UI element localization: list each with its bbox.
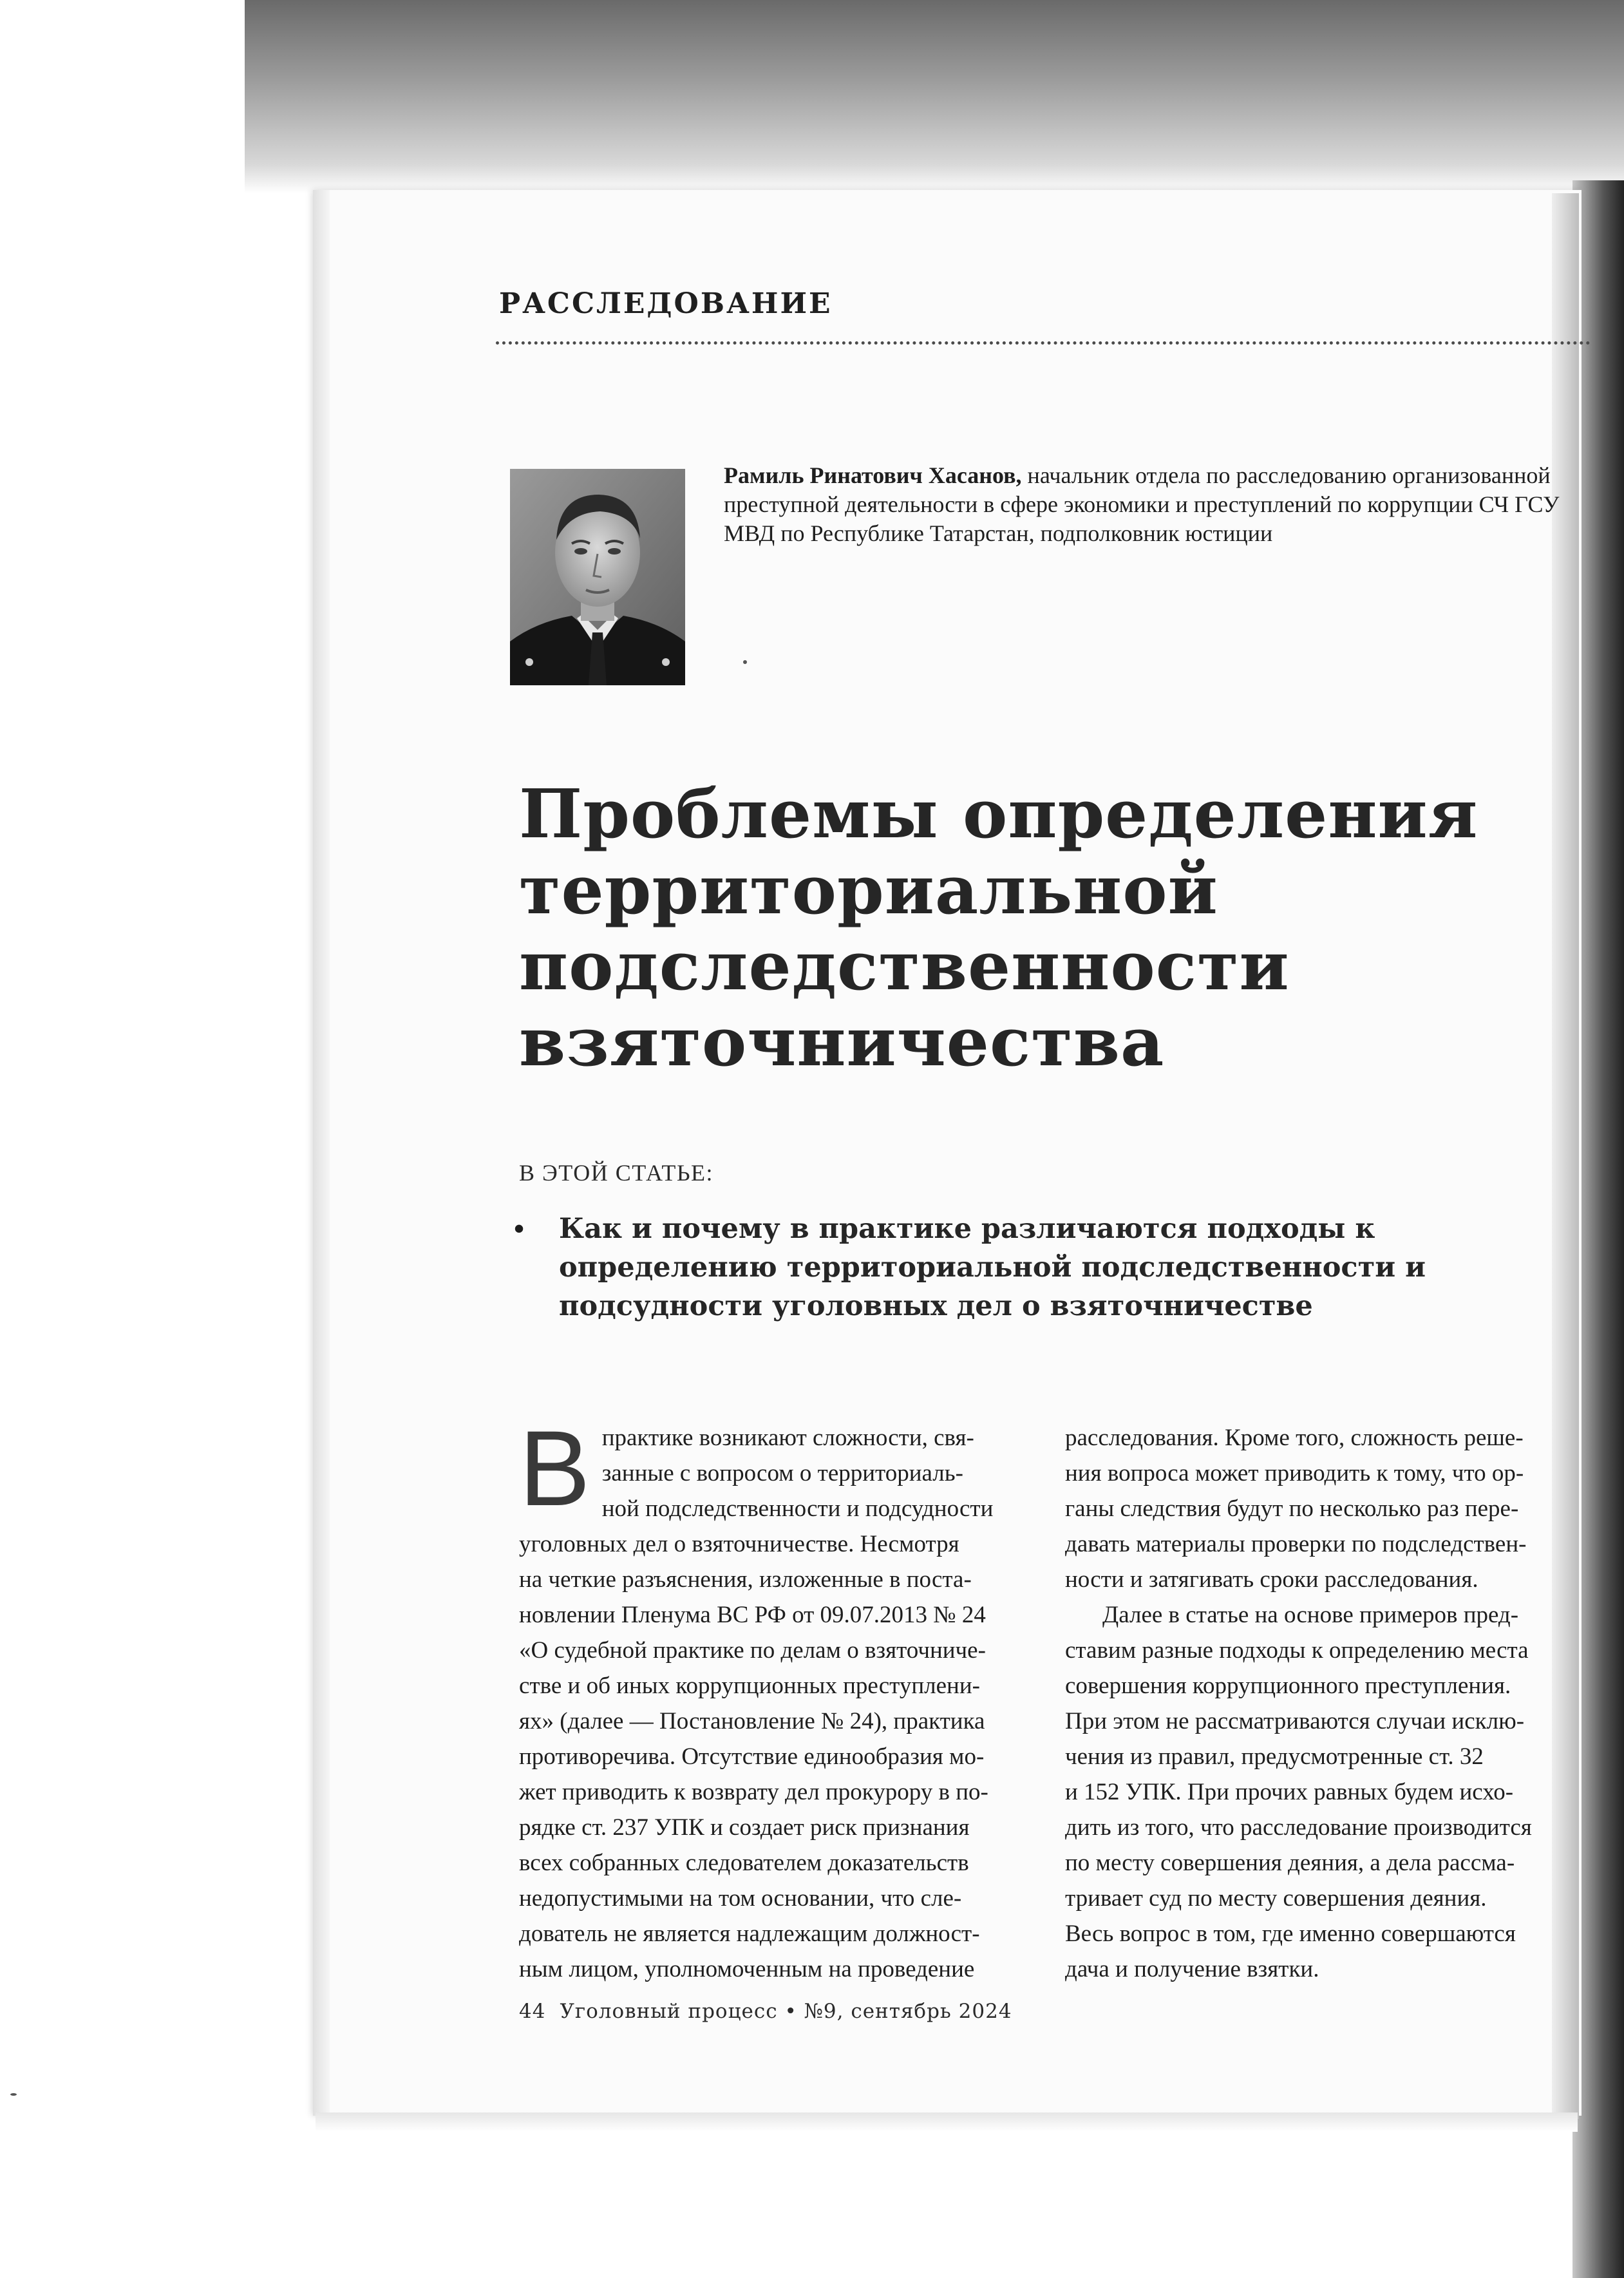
bullet-icon: •: [514, 1212, 525, 1245]
text-line: ганы следствия будут по несколько раз пере-: [1065, 1495, 1519, 1522]
text-line: занные с вопросом о территориаль-: [601, 1460, 963, 1486]
text-line: ности и затягивать сроки расследования.: [1065, 1566, 1478, 1593]
text-line: Далее в статье на основе примеров пред-: [1102, 1602, 1519, 1628]
page-number: 44: [519, 2000, 546, 2023]
text-line: рядке ст. 237 УПК и создает риск признания: [519, 1814, 970, 1841]
text-line: тривает суд по месту совершения деяния.: [1065, 1885, 1487, 1912]
text-line: расследования. Кроме того, сложность реше-: [1065, 1425, 1524, 1451]
text-line: дача и получение взятки.: [1065, 1956, 1319, 1982]
text-line: совершения коррупционного преступления.: [1065, 1673, 1511, 1699]
scan-speck: [10, 2093, 17, 2096]
section-rubric: РАССЛЕДОВАНИЕ: [499, 287, 833, 320]
text-line: ставим разные подходы к определению места: [1065, 1637, 1529, 1664]
text-line: стве и об иных коррупционных преступлени-: [519, 1673, 980, 1699]
text-line: дователь не является надлежащим должност-: [519, 1921, 980, 1947]
text-line: противоречива. Отсутствие единообразия мо-: [519, 1743, 985, 1770]
text-line: недопустимыми на том основании, что сле-: [519, 1885, 962, 1912]
scan-speck: [743, 660, 747, 664]
text-line: ной подследственности и подсудности: [601, 1495, 994, 1522]
text-line: и 152 УПК. При прочих равных будем исхо-: [1065, 1779, 1514, 1805]
title-line: взяточничества: [519, 1002, 1165, 1081]
page-binding-edge: [313, 190, 330, 2116]
title-line: Проблемы определения: [519, 774, 1478, 853]
text-line: всех собранных следователем доказательств: [519, 1850, 969, 1876]
text-line: уголовных дел о взяточничестве. Несмотря: [519, 1531, 959, 1557]
text-line: новлении Пленума ВС РФ от 09.07.2013 № 24: [519, 1602, 986, 1628]
in-article-label: В ЭТОЙ СТАТЬЕ:: [519, 1160, 713, 1186]
page-edge-bottom: [316, 2112, 1578, 2132]
title-line: подследственности: [519, 926, 1290, 1005]
text-line: практике возникают сложности, свя-: [601, 1425, 974, 1451]
drop-cap: В: [519, 1409, 590, 1528]
text-line: дить из того, что расследование производится: [1065, 1814, 1532, 1841]
author-photo: [510, 469, 685, 685]
text-line: на четкие разъяснения, изложенные в поста-: [519, 1566, 972, 1593]
text-line: При этом не рассматриваются случаи исклю-: [1065, 1708, 1525, 1734]
text-column-left: [519, 1409, 1030, 1987]
text-line: ным лицом, уполномоченным на проведение: [519, 1956, 975, 1982]
page-footer: [519, 2000, 1026, 2023]
text-line: Весь вопрос в том, где именно совершаются: [1065, 1921, 1516, 1947]
scanner-shadow-top: [245, 0, 1624, 193]
text-line: жет приводить к возврату дел прокурору в по-: [519, 1779, 988, 1805]
text-line: давать материалы проверки по подследствен-: [1065, 1531, 1527, 1557]
text-line: по месту совершения деяния, а дела рассма-: [1065, 1850, 1515, 1876]
article-title: [519, 776, 1549, 1080]
summary-bullet-text: Как и почему в практике различаются подходы к определению территориальной подследственности и подсудности уголовных дел о взяточничестве: [559, 1213, 1426, 1322]
text-column-right: [1065, 1420, 1574, 1987]
journal-issue: Уголовный процесс • №9, сентябрь 2024: [560, 2000, 1012, 2023]
author-position: начальник отдела по расследованию организованной преступной деятельности в сфере экономики и преступлений по коррупции СЧ ГСУ МВД по Республике Татарстан, подполковник юстиции: [724, 462, 1560, 546]
author-name: Рамиль Ринатович Хасанов,: [724, 462, 1022, 488]
text-line: «О судебной практике по делам о взяточниче-: [519, 1637, 986, 1664]
text-line: ях» (далее — Постановление № 24), практика: [519, 1708, 985, 1734]
author-bio: [724, 461, 1580, 548]
text-line: чения из правил, предусмотренные ст. 32: [1065, 1743, 1484, 1770]
dotted-divider: [496, 341, 1591, 345]
text-line: ния вопроса может приводить к тому, что ор-: [1065, 1460, 1524, 1486]
title-line: территориальной: [519, 850, 1218, 929]
